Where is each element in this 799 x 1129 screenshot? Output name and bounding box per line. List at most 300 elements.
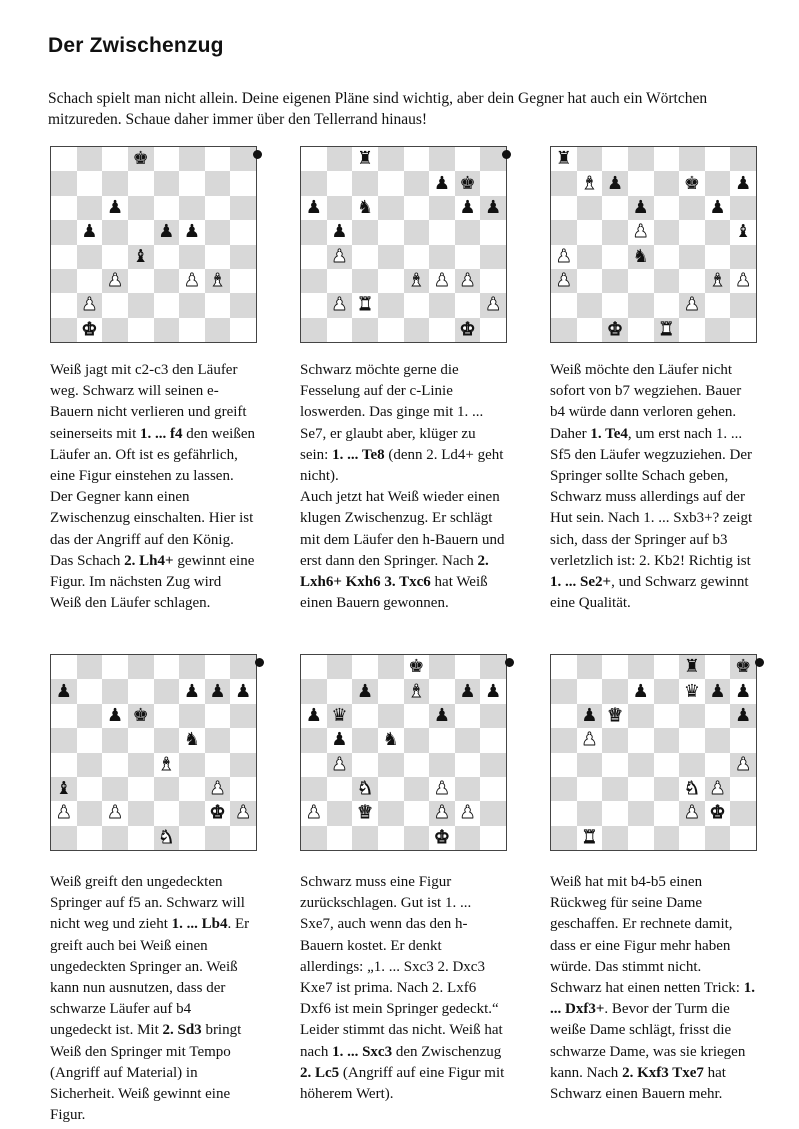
square-g3 <box>455 269 481 293</box>
square-h8 <box>730 147 756 171</box>
square-g4 <box>205 245 231 269</box>
square-c5 <box>352 220 378 244</box>
puzzle-text-3 <box>550 360 755 614</box>
square-e8 <box>654 147 680 171</box>
square-c7 <box>352 171 378 195</box>
square-g3 <box>705 777 731 801</box>
square-e1 <box>154 318 180 342</box>
square-b8 <box>577 655 603 679</box>
white-pawn-icon: ♟ <box>709 778 726 800</box>
square-a7 <box>51 171 77 195</box>
white-bishop-icon: ♝ <box>408 270 425 292</box>
square-g4 <box>455 753 481 777</box>
white-king-icon: ♚ <box>459 318 476 340</box>
square-f6 <box>429 196 455 220</box>
square-a8 <box>51 147 77 171</box>
square-f3 <box>179 777 205 801</box>
square-e8 <box>654 655 680 679</box>
white-rook-icon: ♜ <box>658 318 675 340</box>
square-b8 <box>327 655 353 679</box>
square-f5 <box>679 220 705 244</box>
square-c8 <box>352 147 378 171</box>
square-a1 <box>51 826 77 850</box>
square-c7 <box>602 171 628 195</box>
square-d3 <box>628 777 654 801</box>
square-b7 <box>327 679 353 703</box>
square-h4 <box>730 753 756 777</box>
white-king-icon: ♚ <box>709 802 726 824</box>
square-g7 <box>705 679 731 703</box>
square-a7 <box>301 679 327 703</box>
explanation-text: Weiß jagt mit c2-c3 den Läufer weg. Schwarz will seinen e-Bauern nicht verlieren und greift seinerseits mit <box>50 362 247 442</box>
square-g5 <box>205 220 231 244</box>
square-f7 <box>429 171 455 195</box>
square-b4 <box>327 753 353 777</box>
explanation-text: Weiß hat mit b4-b5 einen Rückweg für seine Dame geschaffen. Er rechnete damit, dass er eine Figur mehr haben würde. Das stimmt nicht. Schwarz hat einen netten Trick: <box>550 874 744 997</box>
square-b6 <box>577 196 603 220</box>
square-f7 <box>679 679 705 703</box>
square-h6 <box>230 704 256 728</box>
square-d5 <box>628 728 654 752</box>
square-f8 <box>429 147 455 171</box>
black-pawn-icon: ♟ <box>81 221 98 243</box>
square-d7 <box>628 679 654 703</box>
square-f8 <box>179 147 205 171</box>
square-e3 <box>654 269 680 293</box>
turn-indicator-dot <box>755 658 764 667</box>
square-g7 <box>205 171 231 195</box>
square-e6 <box>154 196 180 220</box>
square-b3 <box>77 269 103 293</box>
square-d1 <box>128 318 154 342</box>
square-b4 <box>327 245 353 269</box>
square-d2 <box>378 801 404 825</box>
square-a6 <box>51 704 77 728</box>
explanation-text: (Angriff auf eine Figur mit höherem Wert). <box>300 1064 505 1103</box>
square-c2 <box>102 293 128 317</box>
square-a2 <box>551 801 577 825</box>
square-e4 <box>404 753 430 777</box>
square-b5 <box>327 728 353 752</box>
square-b6 <box>327 704 353 728</box>
square-f5 <box>679 728 705 752</box>
move-notation: 2. Lc5 <box>300 1064 340 1081</box>
white-knight-icon: ♞ <box>158 826 175 848</box>
square-e7 <box>654 171 680 195</box>
square-h7 <box>480 171 506 195</box>
square-e1 <box>654 826 680 850</box>
white-pawn-icon: ♟ <box>55 802 72 824</box>
square-h1 <box>480 826 506 850</box>
white-king-icon: ♚ <box>606 318 624 340</box>
square-h5 <box>230 728 256 752</box>
square-e8 <box>404 147 430 171</box>
black-king-icon: ♚ <box>459 172 476 194</box>
square-c4 <box>352 245 378 269</box>
square-c8 <box>352 655 378 679</box>
puzzle-text-4 <box>50 872 255 1126</box>
square-e7 <box>154 679 180 703</box>
square-d4 <box>378 753 404 777</box>
black-pawn-icon: ♟ <box>632 680 649 702</box>
black-king-icon: ♚ <box>683 172 700 194</box>
square-g1 <box>455 318 481 342</box>
black-bishop-icon: ♝ <box>735 221 752 243</box>
square-g2 <box>205 801 231 825</box>
black-pawn-icon: ♟ <box>331 221 348 243</box>
white-pawn-icon: ♟ <box>459 270 476 292</box>
square-e1 <box>154 826 180 850</box>
white-pawn-icon: ♟ <box>235 802 252 824</box>
square-a1 <box>551 318 577 342</box>
square-e6 <box>404 196 430 220</box>
black-bishop-icon: ♝ <box>132 245 149 267</box>
square-e5 <box>654 220 680 244</box>
square-f6 <box>679 196 705 220</box>
square-e1 <box>654 318 680 342</box>
explanation-text: den Zwischenzug <box>392 1043 502 1060</box>
white-pawn-icon: ♟ <box>433 270 450 292</box>
square-h2 <box>230 801 256 825</box>
square-f4 <box>429 753 455 777</box>
square-h6 <box>230 196 256 220</box>
square-a4 <box>551 753 577 777</box>
square-b2 <box>577 801 603 825</box>
square-c7 <box>602 679 628 703</box>
black-king-icon: ♚ <box>408 656 425 678</box>
square-f1 <box>179 826 205 850</box>
square-g1 <box>705 826 731 850</box>
square-g8 <box>455 147 481 171</box>
square-f2 <box>679 801 705 825</box>
square-g4 <box>705 245 731 269</box>
square-b3 <box>577 777 603 801</box>
square-b8 <box>577 147 603 171</box>
square-f1 <box>429 826 455 850</box>
square-f4 <box>179 245 205 269</box>
square-b2 <box>77 801 103 825</box>
square-e5 <box>404 728 430 752</box>
white-bishop-icon: ♝ <box>209 270 226 292</box>
square-d7 <box>378 679 404 703</box>
square-g2 <box>205 293 231 317</box>
square-a3 <box>51 269 77 293</box>
square-c1 <box>352 318 378 342</box>
puzzle-text-2 <box>300 360 505 614</box>
square-d1 <box>628 826 654 850</box>
square-b2 <box>77 293 103 317</box>
puzzle-paragraph <box>300 487 505 614</box>
white-pawn-icon: ♟ <box>433 778 450 800</box>
square-c3 <box>102 269 128 293</box>
square-f8 <box>179 655 205 679</box>
white-knight-icon: ♞ <box>356 778 374 800</box>
white-rook-icon: ♜ <box>581 826 598 848</box>
square-b1 <box>77 318 103 342</box>
square-f5 <box>179 220 205 244</box>
square-f4 <box>679 245 705 269</box>
square-f8 <box>679 655 705 679</box>
square-f8 <box>429 655 455 679</box>
square-h6 <box>480 196 506 220</box>
square-a6 <box>301 196 327 220</box>
square-b1 <box>577 318 603 342</box>
square-f2 <box>679 293 705 317</box>
white-pawn-icon: ♟ <box>106 802 124 824</box>
square-f6 <box>429 704 455 728</box>
square-e5 <box>404 220 430 244</box>
square-e7 <box>404 171 430 195</box>
square-g4 <box>455 245 481 269</box>
move-notation: 2. Lxh6+ Kxh6 3. Txc6 <box>300 552 489 591</box>
square-a2 <box>301 801 327 825</box>
square-d8 <box>128 147 154 171</box>
square-a8 <box>551 655 577 679</box>
puzzle-paragraph <box>300 360 505 487</box>
square-g6 <box>705 196 731 220</box>
move-notation: 1. ... Lb4 <box>171 916 228 933</box>
square-c4 <box>102 245 128 269</box>
square-h2 <box>480 801 506 825</box>
square-b7 <box>577 679 603 703</box>
square-f7 <box>679 171 705 195</box>
square-c2 <box>352 801 378 825</box>
square-a3 <box>551 777 577 801</box>
square-e3 <box>404 269 430 293</box>
square-c5 <box>602 220 628 244</box>
square-d7 <box>128 171 154 195</box>
square-b6 <box>327 196 353 220</box>
square-e6 <box>654 704 680 728</box>
square-h4 <box>230 753 256 777</box>
square-c6 <box>102 196 128 220</box>
square-c7 <box>352 679 378 703</box>
square-a3 <box>551 269 577 293</box>
square-h7 <box>230 679 256 703</box>
square-e5 <box>154 728 180 752</box>
chess-diagram-4 <box>50 654 257 851</box>
square-a7 <box>551 171 577 195</box>
square-d4 <box>628 245 654 269</box>
black-pawn-icon: ♟ <box>356 680 374 702</box>
chess-diagram-6 <box>550 654 757 851</box>
black-pawn-icon: ♟ <box>485 196 502 218</box>
square-a2 <box>551 293 577 317</box>
square-f5 <box>429 220 455 244</box>
black-pawn-icon: ♟ <box>606 172 624 194</box>
white-pawn-icon: ♟ <box>331 753 348 775</box>
square-f1 <box>679 318 705 342</box>
square-a7 <box>51 679 77 703</box>
square-d3 <box>378 777 404 801</box>
square-d2 <box>128 801 154 825</box>
square-a6 <box>301 704 327 728</box>
square-b5 <box>577 220 603 244</box>
explanation-text: den weißen Läufer an. Oft ist es gefährlich, eine Figur einstehen zu lassen. Der Gegner kann einen Zwischenzug einschalten. Hier ist das der Angriff auf den König. Das Schach <box>50 425 255 569</box>
black-pawn-icon: ♟ <box>55 680 72 702</box>
square-h1 <box>480 318 506 342</box>
turn-indicator-dot <box>255 658 264 667</box>
white-pawn-icon: ♟ <box>433 802 450 824</box>
square-a1 <box>551 826 577 850</box>
square-e2 <box>404 293 430 317</box>
black-pawn-icon: ♟ <box>331 729 348 751</box>
square-g8 <box>205 655 231 679</box>
square-d6 <box>378 196 404 220</box>
square-b5 <box>577 728 603 752</box>
square-c5 <box>352 728 378 752</box>
square-h7 <box>230 171 256 195</box>
square-a8 <box>51 655 77 679</box>
square-g3 <box>205 269 231 293</box>
square-f3 <box>679 777 705 801</box>
square-c4 <box>352 753 378 777</box>
square-e4 <box>654 245 680 269</box>
square-g3 <box>455 777 481 801</box>
square-b1 <box>577 826 603 850</box>
square-d8 <box>378 147 404 171</box>
square-b7 <box>77 679 103 703</box>
square-e3 <box>154 777 180 801</box>
white-queen-icon: ♛ <box>356 802 374 824</box>
square-a5 <box>551 728 577 752</box>
square-e5 <box>654 728 680 752</box>
black-king-icon: ♚ <box>132 704 149 726</box>
square-a5 <box>51 728 77 752</box>
square-f3 <box>679 269 705 293</box>
square-e2 <box>404 801 430 825</box>
black-pawn-icon: ♟ <box>305 704 322 726</box>
square-h1 <box>230 318 256 342</box>
square-e2 <box>154 801 180 825</box>
square-e1 <box>404 826 430 850</box>
square-f6 <box>679 704 705 728</box>
black-pawn-icon: ♟ <box>459 680 476 702</box>
white-pawn-icon: ♟ <box>735 753 752 775</box>
explanation-text: . Er greift auch bei Weiß einen ungedeckten Springer an. Weiß kann nun ausnutzen, dass der schwarze Läufer auf b4 ungedeckt ist. Mit <box>50 916 250 1039</box>
square-g2 <box>705 801 731 825</box>
square-e2 <box>654 293 680 317</box>
square-f3 <box>179 269 205 293</box>
explanation-text: Weiß greift den ungedeckten Springer auf f5 an. Schwarz will nicht weg und zieht <box>50 874 245 933</box>
square-h4 <box>230 245 256 269</box>
page-title: Der Zwischenzug <box>48 34 224 57</box>
square-d7 <box>378 171 404 195</box>
square-g2 <box>455 801 481 825</box>
square-c1 <box>102 826 128 850</box>
white-pawn-icon: ♟ <box>459 802 476 824</box>
square-f2 <box>179 293 205 317</box>
white-pawn-icon: ♟ <box>683 294 700 316</box>
white-pawn-icon: ♟ <box>683 802 700 824</box>
square-a4 <box>301 245 327 269</box>
square-a2 <box>51 293 77 317</box>
square-e6 <box>654 196 680 220</box>
square-f7 <box>179 171 205 195</box>
square-c1 <box>602 318 628 342</box>
square-g2 <box>455 293 481 317</box>
square-a6 <box>551 196 577 220</box>
square-h3 <box>230 269 256 293</box>
white-pawn-icon: ♟ <box>183 270 200 292</box>
square-c8 <box>102 147 128 171</box>
white-knight-icon: ♞ <box>683 778 700 800</box>
square-a7 <box>551 679 577 703</box>
square-g7 <box>455 679 481 703</box>
black-pawn-icon: ♟ <box>433 704 450 726</box>
square-b4 <box>577 245 603 269</box>
square-g5 <box>455 728 481 752</box>
black-knight-icon: ♞ <box>382 729 399 751</box>
square-c7 <box>102 679 128 703</box>
turn-indicator-dot <box>253 150 262 159</box>
square-a2 <box>51 801 77 825</box>
square-c8 <box>102 655 128 679</box>
square-f2 <box>179 801 205 825</box>
move-notation: 2. Lh4+ <box>124 552 174 569</box>
explanation-text: Weiß möchte den Läufer nicht sofort von b7 wegziehen. Bauer b4 würde dann verloren gehen. Daher <box>550 362 742 442</box>
square-f6 <box>179 196 205 220</box>
black-king-icon: ♚ <box>132 148 149 170</box>
square-h6 <box>480 704 506 728</box>
square-d8 <box>128 655 154 679</box>
puzzle-paragraph <box>50 360 255 614</box>
puzzle-paragraph <box>550 872 755 1105</box>
black-pawn-icon: ♟ <box>106 196 124 218</box>
square-f7 <box>179 679 205 703</box>
square-h5 <box>730 728 756 752</box>
square-d7 <box>128 679 154 703</box>
square-c2 <box>102 801 128 825</box>
white-pawn-icon: ♟ <box>331 294 348 316</box>
black-pawn-icon: ♟ <box>709 196 726 218</box>
move-notation: 1. ... Sxc3 <box>332 1043 393 1060</box>
black-knight-icon: ♞ <box>632 245 649 267</box>
square-b6 <box>77 196 103 220</box>
square-d1 <box>378 826 404 850</box>
square-h1 <box>730 826 756 850</box>
square-d1 <box>378 318 404 342</box>
square-a5 <box>301 220 327 244</box>
square-c2 <box>602 293 628 317</box>
square-f5 <box>179 728 205 752</box>
square-f3 <box>429 777 455 801</box>
square-c5 <box>602 728 628 752</box>
square-e4 <box>154 245 180 269</box>
square-d6 <box>128 196 154 220</box>
white-pawn-icon: ♟ <box>81 294 98 316</box>
square-d2 <box>628 293 654 317</box>
square-g5 <box>705 728 731 752</box>
square-e7 <box>154 171 180 195</box>
white-pawn-icon: ♟ <box>485 294 502 316</box>
square-g5 <box>705 220 731 244</box>
square-a5 <box>301 728 327 752</box>
square-f7 <box>429 679 455 703</box>
square-f4 <box>179 753 205 777</box>
white-king-icon: ♚ <box>81 318 98 340</box>
square-h8 <box>230 147 256 171</box>
square-h3 <box>730 777 756 801</box>
square-d6 <box>628 704 654 728</box>
square-g1 <box>705 318 731 342</box>
white-pawn-icon: ♟ <box>555 245 572 267</box>
square-c1 <box>102 318 128 342</box>
explanation-text: gewinnt eine Figur. Im nächsten Zug wird Weiß den Läufer schlagen. <box>50 552 255 612</box>
move-notation: 2. Sd3 <box>162 1022 202 1039</box>
black-pawn-icon: ♟ <box>183 680 200 702</box>
chess-diagram-2 <box>300 146 507 343</box>
